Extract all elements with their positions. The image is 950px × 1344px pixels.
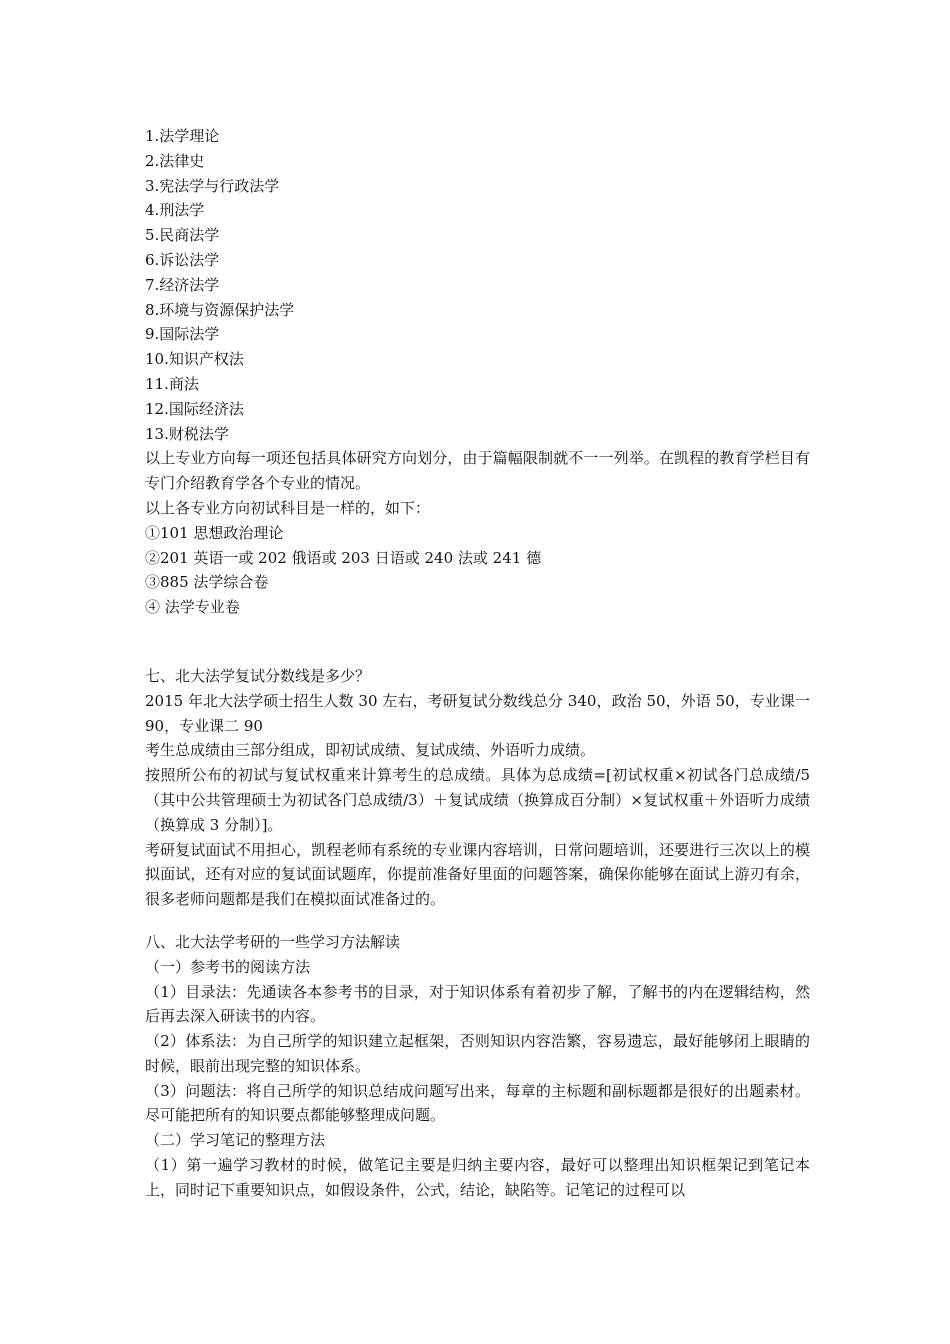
paragraph: （1）目录法：先通读各本参考书的目录，对于知识体系有着初步了解，了解书的内在逻辑结构，然后再去深入研读书的内容。 xyxy=(145,982,810,1026)
section-8 xyxy=(145,930,810,1203)
list-item: 5.民商法学 xyxy=(145,226,220,245)
paragraph: 按照所公布的初试与复试权重来计算考生的总成绩。具体为总成绩=[初试权重×初试各门总成绩/5（其中公共管理硕士为初试各门总成绩/3）＋复试成绩（换算成百分制）×复试权重＋外语听力成绩（换算成 3 分制）]。 xyxy=(145,766,810,834)
list-item: 3.宪法学与行政法学 xyxy=(145,176,280,195)
list-item: 4.刑法学 xyxy=(145,201,205,220)
section-heading: 七、北大法学复试分数线是多少？ xyxy=(145,666,371,685)
list-item: 13.财税法学 xyxy=(145,424,229,443)
section-heading: 八、北大法学考研的一些学习方法解读 xyxy=(145,932,401,951)
document-body xyxy=(145,124,810,1203)
list-item: 12.国际经济法 xyxy=(145,399,244,418)
list-item: 2.法律史 xyxy=(145,151,205,170)
paragraph: 考研复试面试不用担心，凯程老师有系统的专业课内容培训，日常问题培训，还要进行三次以上的模拟面试，还有对应的复试面试题库，你提前准备好里面的问题答案，确保你能够在面试上游刃有余，很多老师问题都是我们在模拟面试准备过的。 xyxy=(145,840,810,909)
list-item: 9.国际法学 xyxy=(145,325,220,344)
majors-list xyxy=(145,124,810,446)
list-item: 11.商法 xyxy=(145,374,199,393)
paragraph: 2015 年北大法学硕士招生人数 30 左右，考研复试分数线总分 340，政治 50，外语 50，专业课一 90，专业课二 90 xyxy=(145,691,810,735)
paragraph: （3）问题法：将自己所学的知识总结成问题写出来，每章的主标题和副标题都是很好的出题素材。尽可能把所有的知识要点都能够整理成问题。 xyxy=(145,1081,810,1125)
exam-intro: 以上各专业方向初试科目是一样的，如下： xyxy=(145,498,431,517)
list-item: ③885 法学综合卷 xyxy=(145,573,269,592)
list-item: ④ 法学专业卷 xyxy=(145,598,240,617)
list-item: 6.诉讼法学 xyxy=(145,250,220,269)
paragraph: （1）第一遍学习教材的时候，做笔记主要是归纳主要内容，最好可以整理出知识框架记到笔记本上，同时记下重要知识点，如假设条件，公式，结论，缺陷等。记笔记的过程可以 xyxy=(145,1156,810,1199)
list-item: 10.知识产权法 xyxy=(145,350,244,369)
exam-subjects-list xyxy=(145,521,810,620)
spacer xyxy=(145,912,810,930)
paragraph: （2）体系法：为自己所学的知识建立起框架，否则知识内容浩繁，容易遗忘，最好能够闭上眼睛的时候，眼前出现完整的知识体系。 xyxy=(145,1032,810,1075)
spacer xyxy=(145,620,810,664)
list-item: ①101 思想政治理论 xyxy=(145,523,284,542)
subsection-heading: （一）参考书的阅读方法 xyxy=(145,957,311,976)
list-item: 7.经济法学 xyxy=(145,275,220,294)
list-item: 1.法学理论 xyxy=(145,127,220,145)
list-item: 8.环境与资源保护法学 xyxy=(145,300,295,319)
list-item: ②201 英语一或 202 俄语或 203 日语或 240 法或 241 德 xyxy=(145,548,542,567)
subsection-heading: （二）学习笔记的整理方法 xyxy=(145,1131,326,1150)
section-7 xyxy=(145,664,810,912)
majors-note: 以上专业方向每一项还包括具体研究方向划分，由于篇幅限制就不一一列举。在凯程的教育学栏目有专门介绍教育学各个专业的情况。 xyxy=(145,449,810,493)
paragraph: 考生总成绩由三部分组成，即初试成绩、复试成绩、外语听力成绩。 xyxy=(145,741,596,760)
